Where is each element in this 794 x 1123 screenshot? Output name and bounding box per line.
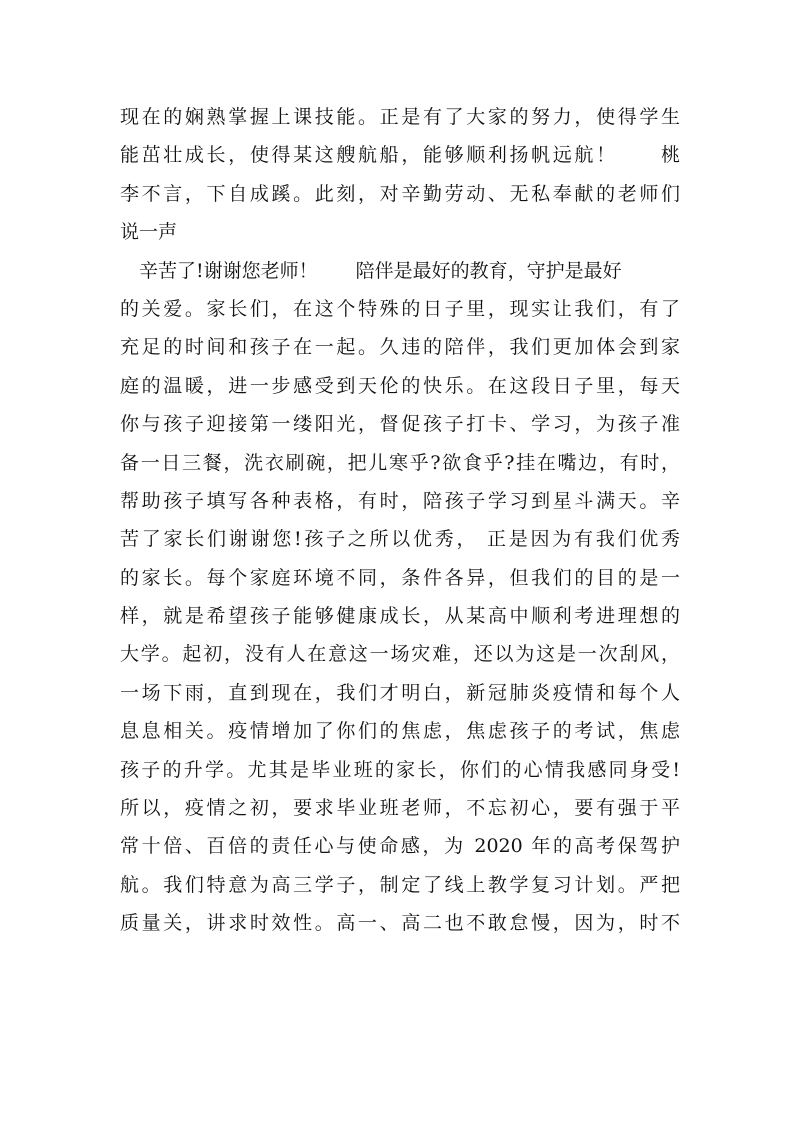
text-line: 充足的时间和孩子在一起。久违的陪伴，我们更加体会到家 xyxy=(120,336,680,359)
text-line: 质量关，讲求时效性。高一、高二也不敢怠慢，因为，时不 xyxy=(120,912,680,935)
text-line: 李不言，下自成蹊。此刻，对辛勤劳动、无私奉献的老师们 xyxy=(120,182,680,205)
text-line: 的关爱。家长们，在这个特殊的日子里，现实让我们，有了 xyxy=(120,297,680,320)
text-line: 所以，疫情之初，要求毕业班老师，不忘初心，要有强于平 xyxy=(120,797,680,820)
text-line: 常十倍、百倍的责任心与使命感，为 2020 年的高考保驾护 xyxy=(120,835,680,858)
text-line: 你与孩子迎接第一缕阳光，督促孩子打卡、学习，为孩子准 xyxy=(120,413,680,436)
text-line: 航。我们特意为高三学子，制定了线上教学复习计划。严把 xyxy=(120,873,680,896)
text-line: 苦了家长们谢谢您!孩子之所以优秀， 正是因为有我们优秀 xyxy=(120,528,680,551)
text-line: 帮助孩子填写各种表格，有时，陪孩子学习到星斗满天。辛 xyxy=(120,489,680,512)
body-text xyxy=(120,98,680,943)
text-line: 能茁壮成长，使得某这艘航船，能够顺利扬帆远航！ 桃 xyxy=(120,144,680,167)
text-line: 辛苦了!谢谢您老师！ 陪伴是最好的教育，守护是最好 xyxy=(120,259,622,282)
text-line: 样，就是希望孩子能够健康成长，从某高中顺利考进理想的 xyxy=(120,605,680,628)
text-line: 孩子的升学。尤其是毕业班的家长，你们的心情我感同身受! xyxy=(120,758,680,781)
text-line: 现在的娴熟掌握上课技能。正是有了大家的努力，使得学生 xyxy=(120,106,680,128)
text-line: 说一声 xyxy=(120,221,178,244)
text-line: 备一日三餐，洗衣刷碗，把儿寒乎?欲食乎?挂在嘴边，有时， xyxy=(120,451,680,474)
text-line: 大学。起初，没有人在意这一场灾难，还以为这是一次刮风， xyxy=(120,643,680,666)
text-line: 的家长。每个家庭环境不同，条件各异，但我们的目的是一 xyxy=(120,566,680,589)
text-line: 一场下雨，直到现在，我们才明白，新冠肺炎疫情和每个人 xyxy=(120,681,680,704)
text-line: 庭的温暖，进一步感受到天伦的快乐。在这段日子里，每天 xyxy=(120,374,680,397)
text-line: 息息相关。疫情增加了你们的焦虑，焦虑孩子的考试，焦虑 xyxy=(120,720,680,743)
